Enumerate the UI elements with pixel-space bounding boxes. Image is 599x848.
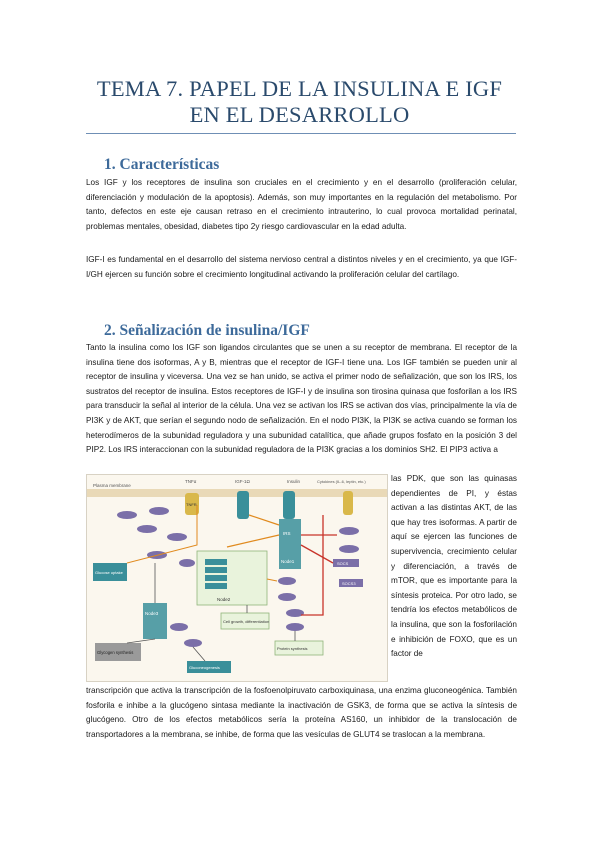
- socs3-label: SOCS3: [342, 581, 356, 586]
- inhibition-arrow-3: [301, 515, 323, 615]
- irs-label: IRS: [283, 531, 291, 536]
- pi3k-bar-4: [205, 583, 227, 589]
- membrane-label: Plasma membrane: [93, 483, 131, 488]
- connector-4: [193, 647, 205, 661]
- activation-arrow-4: [267, 579, 277, 581]
- signal-oval-6: [179, 559, 195, 567]
- signal-oval-4: [167, 533, 187, 541]
- insulin-receptor: [283, 491, 295, 519]
- page-title: [40, 76, 559, 128]
- insulin-label: Insulin: [287, 479, 301, 484]
- signal-oval-3: [137, 525, 157, 533]
- pi3k-bar-2: [205, 567, 227, 573]
- gluconeogenesis-label: Gluconeogenesis: [189, 665, 220, 670]
- node2-label: Node2: [217, 597, 231, 602]
- cytokines-label: Cytokines (IL-6, leptin, etc.): [317, 479, 366, 484]
- signal-oval-13: [170, 623, 188, 631]
- paragraph-senalizacion-1: Tanto la insulina como los IGF son ligandos circulantes que se unen a su receptor de membrana. El receptor de la insulina tiene dos isoformas, A y B, mientras que el receptor de IGF-I tiene una. Los IGF también se pueden unir al receptor de insulina y viceversa. Una vez se han unido, se activa el primer nodo de señalización, que son los IRS, los sustratos del receptor de insulina. Estos receptores de IGF-I y de insulina son tirosina quinasa que fosforilan a los IRS para transducir la señal al interior de la célula. Una vez se activan los IRS se activan dos vías, principalmente la vía de PI3K y de AKT, que serían el segundo nodo de señalización. En el nodo PI3K, la PI3K se activa cuando se forman los heterodímeros de la subunidad reguladora y una subunidad catalítica, que añade grupos fosfato en la posición 3 del PIP2. Los IRS interaccionan con la subunidad reguladora de la PI3K gracias a los dominios SH2. El PIP3 activa a: [86, 343, 517, 455]
- node3-column: [143, 603, 167, 639]
- signal-oval-12: [286, 623, 304, 631]
- signal-oval-9: [278, 577, 296, 585]
- signal-oval-2: [149, 507, 169, 515]
- insulin-signaling-figure: [86, 474, 388, 682]
- paragraph-caracteristicas-1: Los IGF y los receptores de insulina son cruciales en el crecimiento y en el desarrollo (proliferación celular, diferenciación y modulación de la apoptosis). Además, son muy importantes en la regulación del metabolismo. Por tanto, defectos en este eje causan retraso en el crecimiento intrauterino, lo cual provoca mortalidad perinatal, problemas mentales, obesidad, diabetes tipo 2y riesgo cardiovascular en la edad adulta.: [86, 178, 517, 231]
- activation-arrow-1: [249, 515, 279, 525]
- signal-oval-7: [339, 527, 359, 535]
- paragraph-caracteristicas-2: IGF-I es fundamental en el desarrollo del sistema nervioso central a distintos niveles y en el crecimiento, ya que IGF-I/GH ejercen su función sobre el crecimiento longitudinal activando la proliferación celular del cartílago.: [86, 255, 517, 279]
- paragraph-senalizacion-2: transcripción que activa la transcripción de la fosfoenolpiruvato carboxiquinasa, una enzima gluconeogénica. También fosforila e inhibe a la glucógeno sintasa mediante la inactivación de GSK3, de forma que se activa la síntesis de glucógeno. Otro de los efectos metabólicos sería la proteína AS160, un inhibidor de la translocación de transportadores a la membrana, se inhibe, de forma que las vesículas de GLUT4 se traslocan a la membrana.: [86, 686, 517, 739]
- inhibition-arrow-2: [301, 545, 333, 563]
- title-line-1: TEMA 7. PAPEL DE LA INSULINA E IGF: [96, 76, 503, 101]
- socs-label: SOCS: [337, 561, 349, 566]
- node1-label: Node1: [281, 559, 295, 564]
- cell-growth-label: Cell growth, differentiation: [223, 619, 270, 624]
- tnfr-label: TNFR: [186, 502, 197, 507]
- signal-oval-14: [184, 639, 202, 647]
- title-divider: [86, 133, 516, 134]
- signal-oval-10: [278, 593, 296, 601]
- glycogen-synthesis-label: Glycogen synthesis: [97, 650, 134, 655]
- activation-arrow-2: [227, 535, 279, 547]
- section-heading-senalizacion: 2. Señalización de insulina/IGF: [104, 322, 310, 339]
- tnfa-label: TNFα: [185, 479, 197, 484]
- pi3k-bar-1: [205, 559, 227, 565]
- igf1-receptor: [237, 491, 249, 519]
- cytokine-receptor: [343, 491, 353, 515]
- title-line-2: EN EL DESARROLLO: [189, 102, 410, 127]
- node3-label: Node3: [145, 611, 159, 616]
- signal-oval-11: [286, 609, 304, 617]
- signal-oval-8: [339, 545, 359, 553]
- section-heading-caracteristicas: 1. Características: [104, 156, 220, 173]
- glucose-uptake-label: Glucose uptake: [95, 570, 123, 575]
- connector-2: [127, 639, 155, 643]
- protein-synthesis-label: Protein synthesis: [277, 646, 308, 651]
- paragraph-senalizacion-side: las PDK, que son las quinasas dependientes de PI, y éstas activan a las distintas AKT, de las que hay tres isoformas. A partir de aquí se ejercen las funciones de supervivencia, crecimiento celular y diferenciación, a través de mTOR, que es importante para la síntesis proteica. Por otro lado, se tendría los efectos metabólicos de la insulina, que son la fosforilación e inhibición de FOXO, que es un factor de: [391, 474, 517, 659]
- pi3k-bar-3: [205, 575, 227, 581]
- igf1r-label: IGF-1Ω: [235, 479, 250, 484]
- pathway-diagram: [87, 475, 387, 681]
- signal-oval-1: [117, 511, 137, 519]
